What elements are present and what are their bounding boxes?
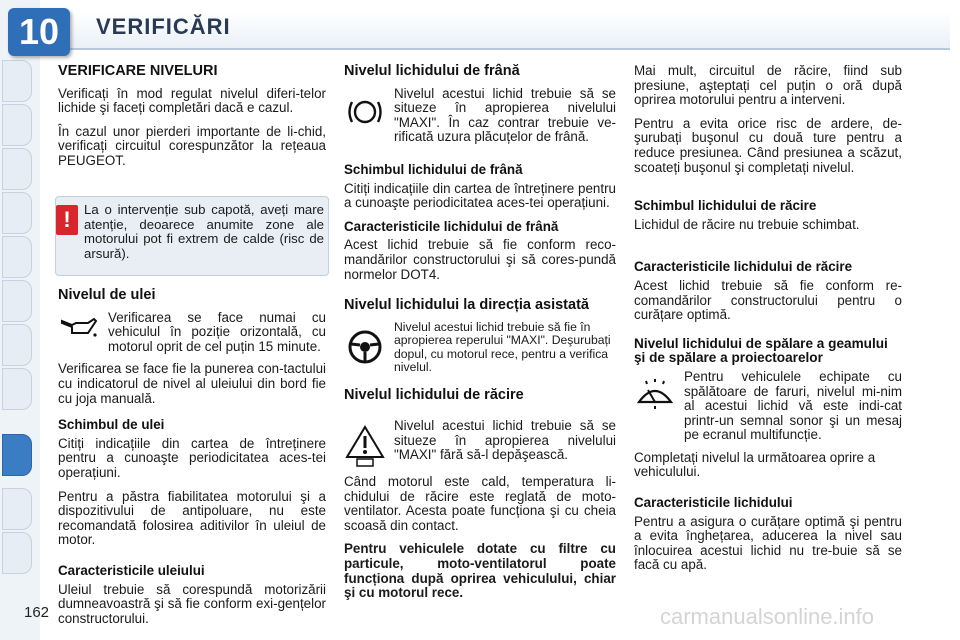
chapter-tab [2, 192, 32, 234]
warning-box [55, 196, 329, 276]
oil-heading: Nivelul de ulei [58, 287, 156, 303]
coolant-instruction-text: Nivelul acestui lichid trebuie să se situeze în apropierea nivelului "MAXI" fără să-l depăşească. [394, 417, 616, 463]
oil-change-heading: Schimbul de ulei [58, 417, 165, 433]
chapter-tab [2, 324, 32, 366]
paragraph: Citiți indicațiile din cartea de întreținere pentru a cunoaşte periodicitatea aces-tei operațiuni. [58, 435, 326, 480]
steering-wheel-icon [344, 321, 386, 375]
column-3 [634, 64, 902, 582]
coolant-instruction [344, 419, 616, 467]
coolant-warning-icon [344, 419, 386, 467]
steering-heading: Nivelul lichidului la direcția asistată [344, 297, 589, 314]
paragraph: Completați nivelul la următoarea oprire a vehiculului. [634, 449, 876, 480]
washer-fluid-icon [634, 370, 676, 443]
chapter-tab [2, 280, 32, 322]
paragraph: Când motorul este cald, temperatura li-chidului de răcire este reglată de moto-ventilator. Acesta poate funcționa şi cu cheia scoasă din contact. [344, 473, 616, 533]
section-heading-levels: VERIFICARE NIVELURI [58, 63, 218, 79]
oil-instruction-text: Verificarea se face numai cu vehiculul în poziție orizontală, cu motorul oprit de cel puțin 15 minute. [108, 309, 326, 354]
paragraph: Lichidul de răcire nu trebuie schimbat. [634, 216, 860, 232]
chapter-tab [2, 60, 32, 102]
warning-icon: ! [56, 205, 78, 235]
oil-instruction [58, 311, 326, 355]
paragraph: Verificați în mod regulat nivelul diferi-telor lichide şi faceți completări dacă e cazul. [58, 85, 326, 116]
chapter-tab-active [2, 434, 32, 476]
brake-instruction [344, 87, 616, 145]
brake-change-heading: Schimbul lichidului de frână [344, 161, 523, 177]
paragraph: Mai mult, circuitul de răcire, fiind sub presiune, aşteptați cel puțin o oră după oprirea motorului pentru a interveni. [634, 63, 902, 108]
chapter-tab [2, 368, 32, 410]
steering-instruction-text: Nivelul acestui lichid trebuie să fie în apropierea reperului "MAXI". Deşurubați dopul, cu motorul rece, pentru a verifica nivelul. [394, 319, 611, 374]
chapter-tab [2, 236, 32, 278]
paragraph: Acest lichid trebuie să fie conform re-comandărilor constructorului pentru o curățare optimă. [634, 277, 902, 323]
paragraph: În cazul unor pierderi importante de li-chid, verificați circuitul corespunzător la rețeaua PEUGEOT. [58, 123, 326, 168]
watermark: carmanualsonline.info [660, 604, 875, 629]
column-2 [344, 64, 616, 610]
brake-characteristics-heading: Caracteristicile lichidului de frână [344, 218, 559, 234]
brake-instruction-text: Nivelul acestui lichid trebuie să se situeze în apropierea nivelului "MAXI". În caz contrar trebuie ve-rificată uzura plăcuțelor de frână. [394, 85, 616, 145]
paragraph: Citiți indicațiile din cartea de întreținere pentru a cunoaşte periodicitatea aces-tei operațiuni. [344, 180, 616, 211]
paragraph-bold: Pentru vehiculele dotate cu filtre cu particule, moto-ventilatorul poate funcționa după oprirea vehiculului, chiar şi cu motorul rece. [344, 541, 616, 601]
warning-text: La o intervenție sub capotă, aveți mare atenție, deoarece anumite zone ale motorului pot fi extrem de calde (risc de arsură). [84, 202, 324, 261]
paragraph: Verificarea se face fie la punerea con-tactului cu indicatorul de nivel al uleiului din bord fie cu joja manuală. [58, 361, 326, 406]
washer-instruction [634, 370, 902, 443]
chapter-tab [2, 104, 32, 146]
column-1-lower [58, 288, 326, 635]
chapter-number: 10 [8, 8, 70, 56]
brake-heading: Nivelul lichidului de frână [344, 63, 520, 79]
oil-can-icon [58, 311, 100, 355]
paragraph: Uleiul trebuie să corespundă motorizării dumneavoastră şi să fie conform exi-gențelor constructorului. [58, 581, 326, 626]
washer-heading: Nivelul lichidului de spălare a geamului şi de spălare a proiectoarelor [634, 335, 888, 366]
page-title: VERIFICĂRI [96, 14, 231, 39]
chapter-tab-strip [0, 0, 40, 640]
washer-instruction-text: Pentru vehiculele echipate cu spălătoare de faruri, nivelul mi-nim al acestui lichid vă este indi-cat printr-un semnal sonor şi un mesaj pe ecranul multifuncție. [684, 368, 902, 443]
coolant-heading: Nivelul lichidului de răcire [344, 387, 524, 404]
chapter-tab [2, 488, 32, 530]
washer-characteristics-heading: Caracteristicile lichidului [634, 495, 793, 511]
paragraph: Pentru a păstra fiabilitatea motorului şi a dispozitivului de antipoluare, nu este recomandată folosirea aditivilor în uleiul de motor. [58, 488, 326, 548]
chapter-tab [2, 532, 32, 574]
brake-warning-icon [344, 87, 386, 145]
paragraph: Pentru a evita orice risc de ardere, de-şurubați buşonul cu două ture pentru a reduce presiunea. Când presiunea a scăzut, scoateți buşonul şi completați nivelul. [634, 115, 902, 175]
oil-characteristics-heading: Caracteristicile uleiului [58, 562, 205, 578]
column-1 [58, 64, 326, 178]
steering-instruction [344, 321, 616, 375]
coolant-characteristics-heading: Caracteristicile lichidului de răcire [634, 259, 853, 275]
paragraph: Pentru a asigura o curățare optimă şi pentru a evita înghețarea, aducerea la nivel sau înlocuirea acestui lichid nu tre-buie să se facă cu apă. [634, 513, 902, 573]
coolant-change-heading: Schimbul lichidului de răcire [634, 198, 817, 214]
chapter-tab [2, 148, 32, 190]
paragraph: Acest lichid trebuie să fie conform reco-mandărilor constructorului şi să cores-pundă normelor DOT4. [344, 237, 616, 282]
page-number: 162 [24, 604, 50, 621]
